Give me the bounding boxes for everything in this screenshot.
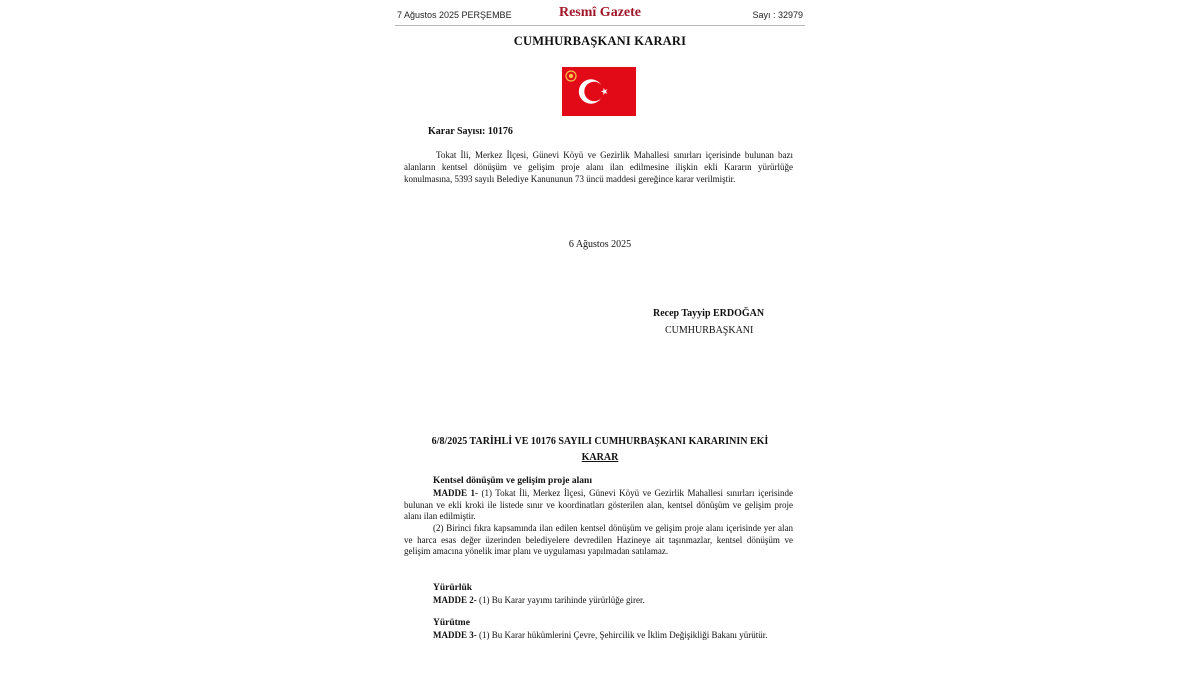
turkish-flag-icon bbox=[562, 67, 636, 116]
section-heading-execution: Yürütme bbox=[433, 618, 470, 628]
article-2-paragraph bbox=[404, 595, 793, 607]
annex-title: 6/8/2025 TARİHLİ VE 10176 SAYILI CUMHURBAŞKANI KARARININ EKİ bbox=[431, 436, 769, 447]
article-2-text: (1) Bu Karar yayımı tarihinde yürürlüğe girer. bbox=[476, 595, 645, 605]
gazette-page bbox=[395, 0, 805, 675]
article-1-paragraph-2: (2) Birinci fıkra kapsamında ilan edilen kentsel dönüşüm ve gelişim proje alanı içerisinde yer alan ve harca esas değer üzerinden belediyelere devredilen Hazineye ait taşınmazlar, kentsel dönüşüm ve gelişim amacına yönelik imar planı ve uygulaması yapılmadan satılamaz. bbox=[404, 523, 793, 557]
article-3-text: (1) Bu Karar hükümlerini Çevre, Şehircilik ve İklim Değişikliği Bakanı yürütür. bbox=[476, 630, 768, 640]
issue-date: 7 Ağustos 2025 PERŞEMBE bbox=[397, 10, 512, 20]
article-3-label: MADDE 3- bbox=[433, 630, 477, 640]
gazette-title: Resmî Gazete bbox=[558, 5, 642, 20]
signature-date: 6 Ağustos 2025 bbox=[568, 239, 632, 250]
gazette-header bbox=[395, 5, 805, 26]
document-title: CUMHURBAŞKANI KARARI bbox=[513, 34, 687, 48]
annex-subtitle: KARAR bbox=[581, 452, 619, 463]
article-1-text: (1) Tokat İli, Merkez İlçesi, Günevi Köyü ve Gezirlik Mahallesi sınırları içerisinde bulunan ve ekli kroki ile listede sınır ve koordinatları gösterilen alan, kentsel dönüşüm ve gelişim proje alanı ilan edilmiştir. bbox=[404, 488, 793, 522]
article-2-label: MADDE 2- bbox=[433, 595, 477, 605]
article-1-paragraph-1 bbox=[404, 488, 793, 523]
section-heading-effective: Yürürlük bbox=[433, 583, 473, 593]
article-3-paragraph bbox=[404, 630, 793, 642]
signer-title: CUMHURBAŞKANI bbox=[665, 325, 754, 336]
issue-number: Sayı : 32979 bbox=[752, 10, 803, 20]
signer-name: Recep Tayyip ERDOĞAN bbox=[653, 308, 765, 319]
section-heading-urban-transformation: Kentsel dönüşüm ve gelişim proje alanı bbox=[433, 476, 592, 486]
decision-preamble: Tokat İli, Merkez İlçesi, Günevi Köyü ve Gezirlik Mahallesi sınırları içerisinde bulunan bazı alanların kentsel dönüşüm ve gelişim proje alanı ilan edilmesine ilişkin ekli Kararın yürürlüğe konulmasına, 5393 sayılı Belediye Kanununun 73 üncü maddesi gereğince karar verilmiştir. bbox=[404, 150, 793, 185]
article-1-label: MADDE 1- bbox=[433, 488, 478, 498]
decision-number: Karar Sayısı: 10176 bbox=[428, 126, 513, 137]
